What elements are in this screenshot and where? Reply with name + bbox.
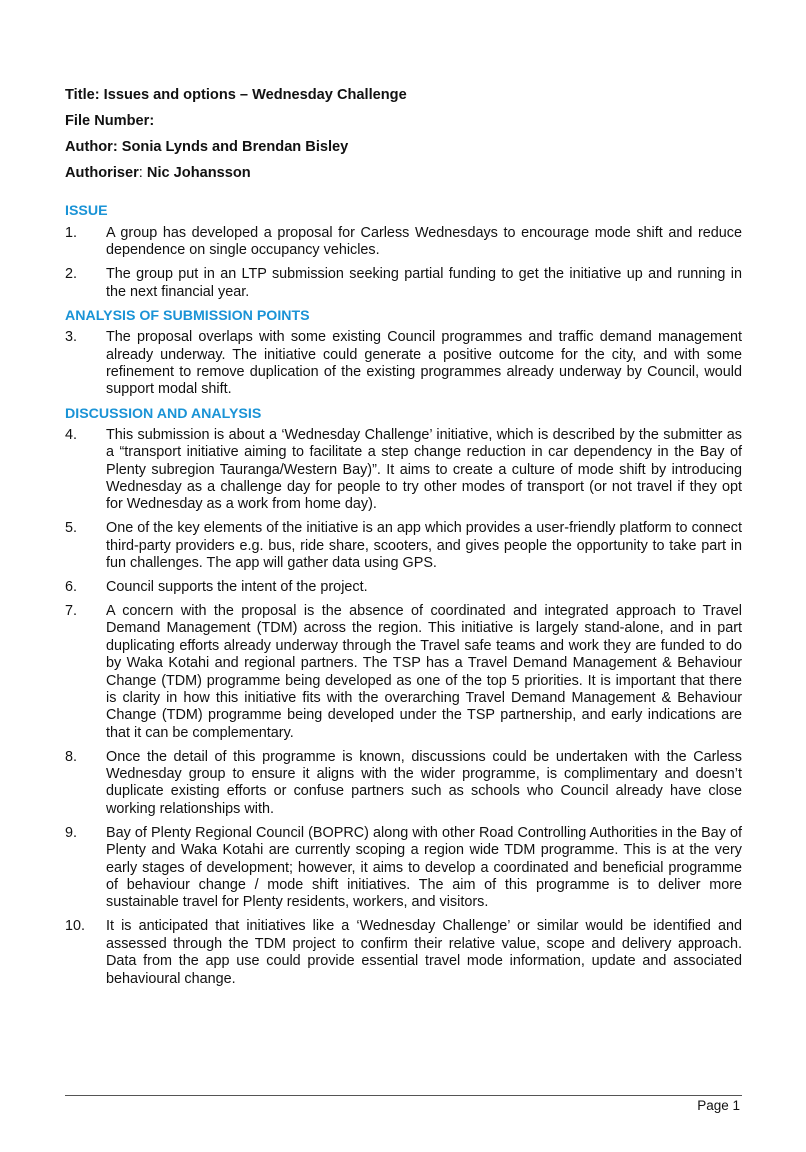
paragraph-number: 6. [65, 579, 78, 595]
paragraph-text: The proposal overlaps with some existing Council programmes and traffic demand management already underway. The initiative could generate a positive outcome for the city, and with some refinement to remove duplication of the existing programmes already underway by Council, would support modal shift. [106, 329, 742, 398]
paragraph-number: 4. [65, 426, 78, 443]
title-line [65, 86, 742, 104]
paragraph-number: 7. [65, 602, 78, 619]
numbered-paragraph [65, 918, 742, 988]
paragraph-text: Council supports the intent of the project. [106, 579, 368, 595]
page-number: Page 1 [697, 1098, 740, 1113]
author-value: Sonia Lynds and Brendan Bisley [121, 139, 349, 155]
numbered-paragraph [65, 266, 742, 301]
author-line [65, 138, 742, 156]
paragraph-number: 9. [65, 824, 78, 841]
paragraph-number: 3. [65, 329, 78, 346]
authoriser-label: Authoriser [65, 165, 139, 181]
file-number-line [65, 112, 742, 130]
issue-paragraphs [65, 225, 742, 301]
paragraph-text: The group put in an LTP submission seeking partial funding to get the initiative up and running in the next financial year. [106, 266, 742, 300]
paragraph-text: A concern with the proposal is the absence of coordinated and integrated approach to Travel Demand Management (TDM) across the region. This initiative is largely stand-alone, and in part duplicating efforts already underway through the Travel safe teams and work they are funded to do by Waka Kotahi and regional partners. The TSP has a Travel Demand Management & Behaviour Change (TDM) programme being developed as one of the top 5 priorities. It is important that there is clarity in how this initiative fits with the overarching Travel Demand Management & Behaviour Change (TDM) programme being developed under the TSP partnership, and early indications are that it can be complementary. [106, 602, 742, 741]
paragraph-number: 10. [65, 918, 86, 935]
paragraph-text: Once the detail of this programme is known, discussions could be undertaken with the Carless Wednesday group to ensure it aligns with the wider programme, is complimentary and doesn’t duplicate existing efforts or confuse partners such as schools who Council already have close working relationships with. [106, 748, 742, 817]
paragraph-number: 1. [65, 225, 78, 241]
section-heading-issue: ISSUE [65, 203, 108, 219]
authoriser-separator: : [138, 165, 143, 181]
paragraph-text: A group has developed a proposal for Carless Wednesdays to encourage mode shift and reduce dependence on single occupancy vehicles. [106, 225, 742, 259]
numbered-paragraph [65, 329, 742, 399]
authoriser-line [65, 164, 742, 182]
title-label: Title: [65, 87, 100, 103]
numbered-paragraph [65, 579, 742, 596]
numbered-paragraph [65, 427, 742, 514]
numbered-paragraph [65, 749, 742, 819]
paragraph-number: 8. [65, 748, 78, 765]
paragraph-text: This submission is about a ‘Wednesday Challenge’ initiative, which is described by the submitter as a “transport initiative aiming to facilitate a step change reduction in car dependency in the Bay of Plenty subregion Tauranga/Western Bay)”. It aims to create a culture of mode shift by introducing Wednesday as a challenge day for people to try other modes of transport (or not travel if they opt for Wednesday as a work from home day). [106, 426, 742, 513]
document-page [65, 86, 742, 994]
paragraph-number: 5. [65, 520, 78, 537]
paragraph-number: 2. [65, 266, 78, 283]
discussion-paragraphs [65, 427, 742, 988]
numbered-paragraph [65, 520, 742, 572]
footer-divider [65, 1095, 742, 1096]
paragraph-text: It is anticipated that initiatives like a ‘Wednesday Challenge’ or similar would be identified and assessed through the TDM project to confirm their relative value, scope and delivery approach. Data from the app use could provide essential travel mode information, update and associated behavioural change. [106, 918, 742, 987]
section-heading-analysis: ANALYSIS OF SUBMISSION POINTS [65, 308, 310, 325]
title-value: Issues and options – Wednesday Challenge [103, 87, 407, 103]
paragraph-text: One of the key elements of the initiative is an app which provides a user-friendly platform to connect third-party providers e.g. bus, ride share, scooters, and gives people the opportunity to take part in fun challenges. The app will gather data using GPS. [106, 520, 742, 572]
analysis-paragraphs [65, 329, 742, 399]
numbered-paragraph [65, 825, 742, 912]
authoriser-value: Nic Johansson [146, 165, 251, 181]
paragraph-text: Bay of Plenty Regional Council (BOPRC) along with other Road Controlling Authorities in the Bay of Plenty and Waka Kotahi are currently scoping a region wide TDM programme. This is at the very early stages of development; however, it aims to develop a coordinated and beneficial programme of behaviour change / mode shift initiatives. The aim of this programme is to deliver more sustainable travel for Plenty residents, workers, and visitors. [106, 824, 742, 911]
file-number-label: File Number: [65, 113, 155, 129]
numbered-paragraph [65, 225, 742, 260]
numbered-paragraph [65, 603, 742, 742]
section-heading-discussion: DISCUSSION AND ANALYSIS [65, 405, 262, 422]
author-label: Author: [65, 139, 118, 155]
